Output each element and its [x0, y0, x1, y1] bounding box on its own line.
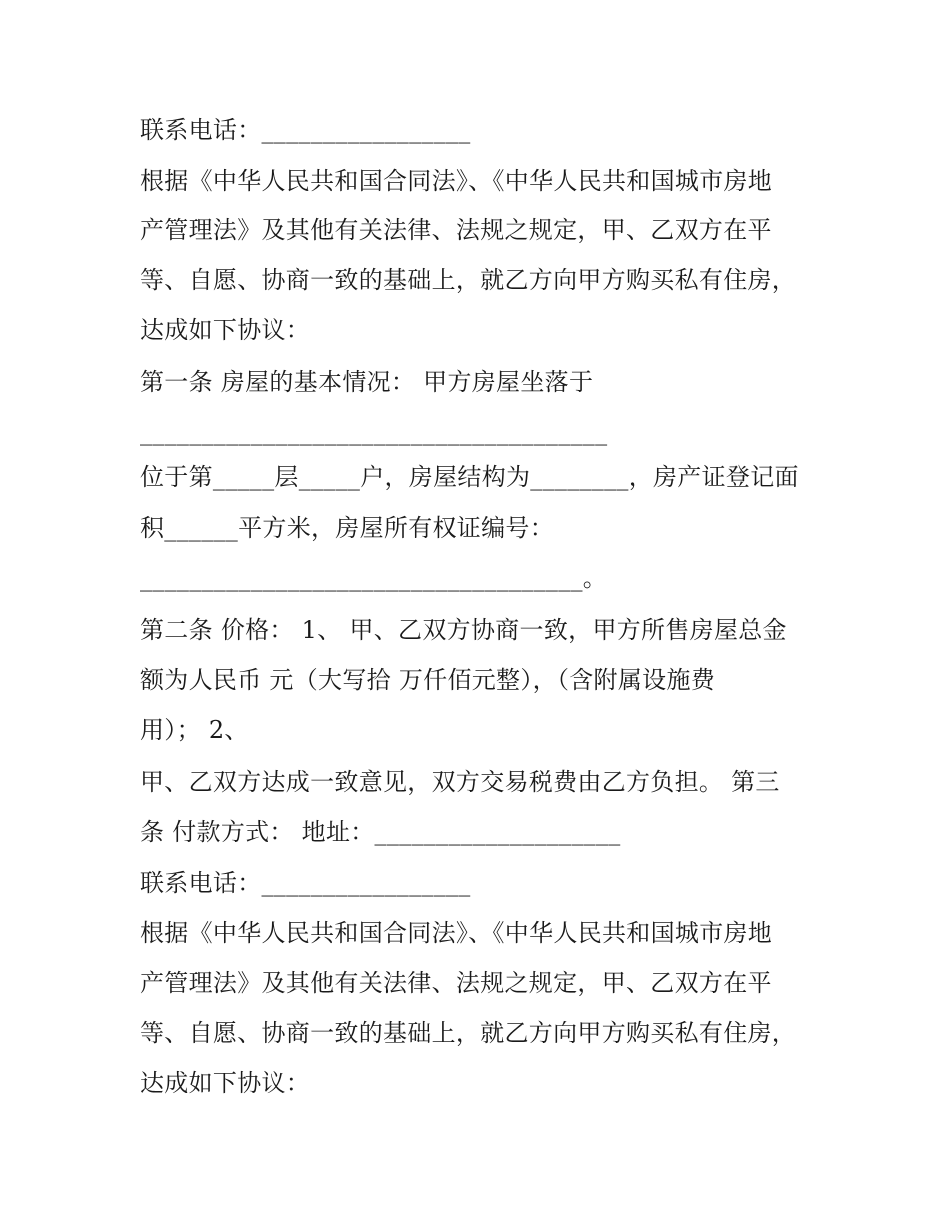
- preamble-repeat-line-3: 等、自愿、协商一致的基础上，就乙方向甲方购买私有住房，: [140, 1019, 797, 1047]
- area-certificate-line: 积______平方米，房屋所有权证编号：: [140, 514, 554, 542]
- certificate-number-blank: ____________________________________。: [140, 564, 608, 592]
- preamble-line-3: 等、自愿、协商一致的基础上，就乙方向甲方购买私有住房，: [140, 266, 797, 294]
- preamble-line-1: 根据《中华人民共和国合同法》、《中华人民共和国城市房地: [140, 167, 773, 195]
- preamble-line-4: 达成如下协议：: [140, 316, 311, 344]
- preamble-repeat-line-2: 产管理法》及其他有关法律、法规之规定，甲、乙双方在平: [140, 969, 772, 997]
- article-1-heading: 第一条 房屋的基本情况： 甲方房屋坐落于: [140, 368, 594, 396]
- payment-address-line: 条 付款方式： 地址：____________________: [140, 818, 621, 846]
- contact-phone-line: 联系电话：_________________: [140, 116, 471, 144]
- tax-line: 甲、乙双方达成一致意见，双方交易税费由乙方负担。 第三: [140, 768, 780, 796]
- preamble-line-2: 产管理法》及其他有关法律、法规之规定，甲、乙双方在平: [140, 216, 772, 244]
- article-2-line-3: 用）； 2、: [140, 716, 249, 744]
- floor-unit-structure-line: 位于第_____层_____户，房屋结构为________，房产证登记面: [140, 463, 799, 491]
- article-2-line-2: 额为人民币 元（大写拾 万仟佰元整），（含附属设施费: [140, 666, 716, 694]
- address-blank-line: ______________________________________: [140, 418, 608, 446]
- preamble-repeat-line-4: 达成如下协议：: [140, 1069, 311, 1097]
- contact-phone-line-2: 联系电话：_________________: [140, 869, 471, 897]
- preamble-repeat-line-1: 根据《中华人民共和国合同法》、《中华人民共和国城市房地: [140, 919, 773, 947]
- article-2-line-1: 第二条 价格： 1、 甲、乙双方协商一致，甲方所售房屋总金: [140, 616, 787, 644]
